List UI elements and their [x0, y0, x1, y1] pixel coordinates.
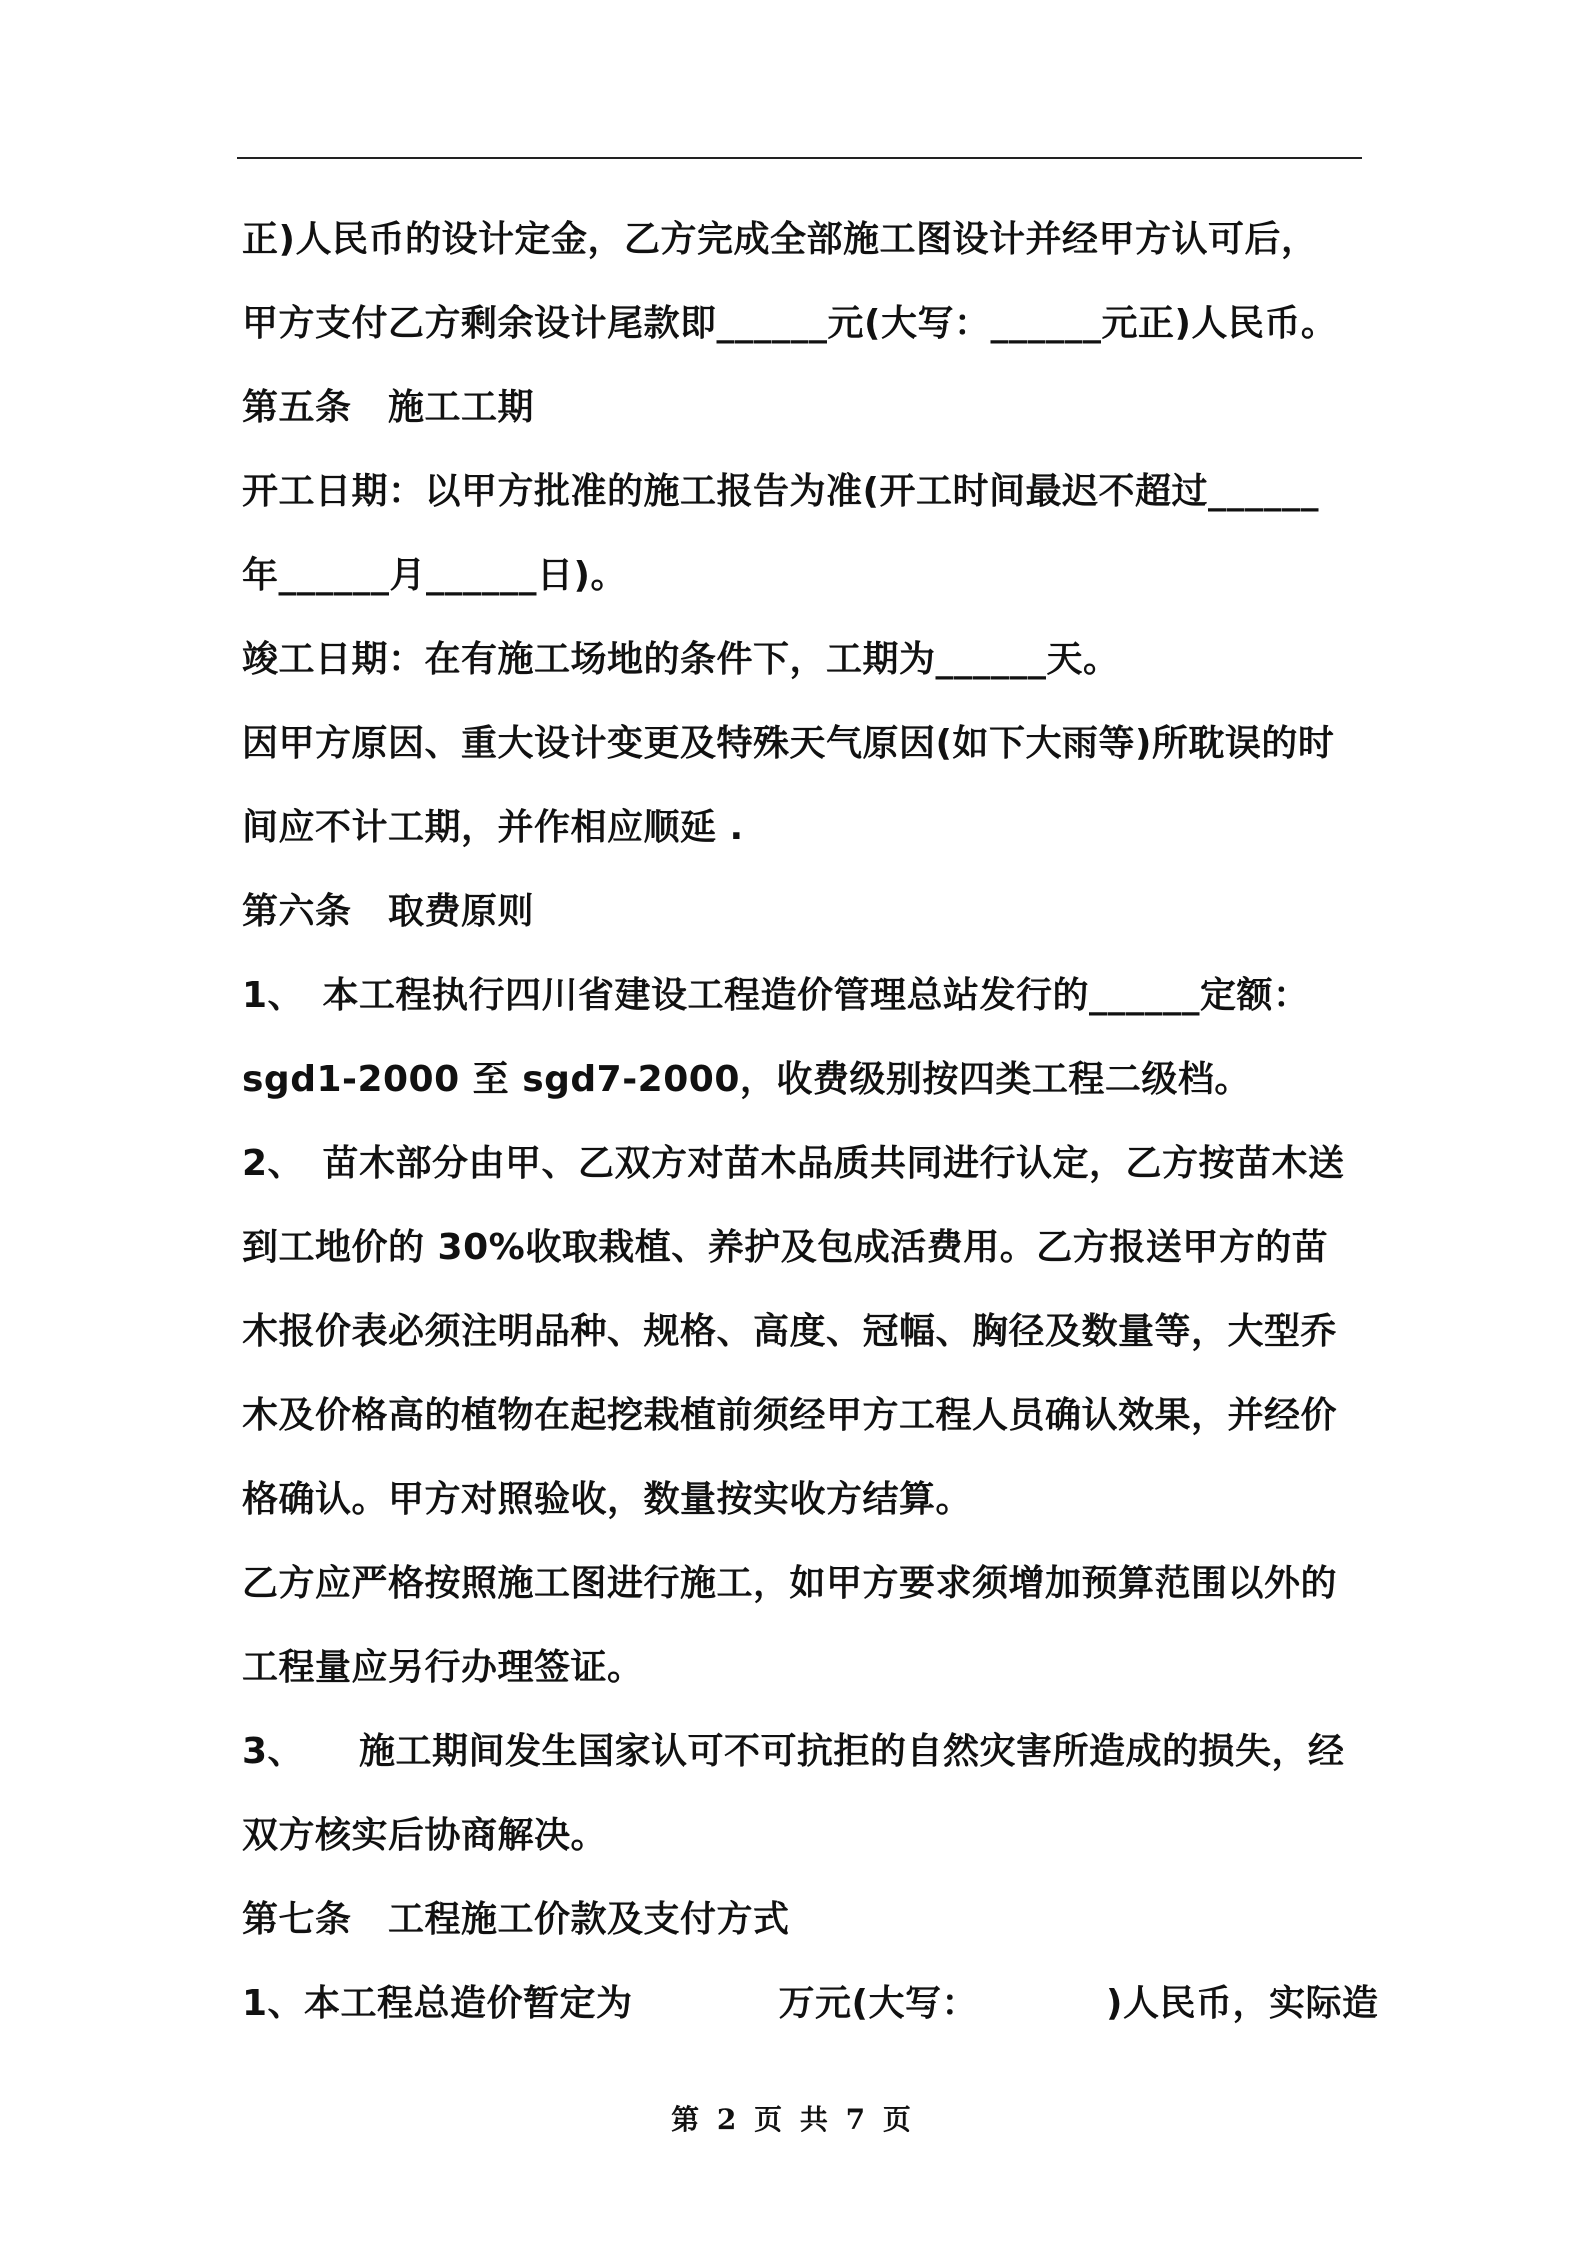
text-line: 1、本工程总造价暂定为 万元(大写： )人民币，实际造 [242, 1983, 1379, 2024]
text-line: 乙方应严格按照施工图进行施工，如甲方要求须增加预算范围以外的 [242, 1563, 1338, 1604]
text-line: 格确认。甲方对照验收，数量按实收方结算。 [242, 1479, 973, 1520]
article-heading: 第六条 取费原则 [242, 891, 535, 932]
header-rule [237, 157, 1362, 159]
article-heading: 第五条 施工工期 [242, 387, 535, 428]
text-line: 1、 本工程执行四川省建设工程造价管理总站发行的______定额： [242, 975, 1310, 1016]
text-line: 木报价表必须注明品种、规格、高度、冠幅、胸径及数量等，大型乔 [242, 1311, 1338, 1352]
text-line: 木及价格高的植物在起挖栽植前须经甲方工程人员确认效果，并经价 [242, 1395, 1338, 1436]
text-line: 年______月______日)。 [242, 555, 627, 596]
article-heading: 第七条 工程施工价款及支付方式 [242, 1899, 790, 1940]
text-line: 双方核实后协商解决。 [242, 1815, 608, 1856]
text-line: 间应不计工期，并作相应顺延 . [242, 807, 744, 848]
text-line: 竣工日期：在有施工场地的条件下，工期为______天。 [242, 639, 1120, 680]
text-line: 3、 施工期间发生国家认可不可抗拒的自然灾害所造成的损失，经 [242, 1731, 1345, 1772]
text-line: sgd1-2000 至 sgd7-2000，收费级别按四类工程二级档。 [242, 1059, 1251, 1100]
text-line: 到工地价的 30%收取栽植、养护及包成活费用。乙方报送甲方的苗 [242, 1227, 1329, 1268]
page-number-footer: 第 2 页 共 7 页 [671, 2103, 915, 2136]
text-line: 工程量应另行办理签证。 [242, 1647, 644, 1688]
text-line: 正)人民币的设计定金，乙方完成全部施工图设计并经甲方认可后， [242, 219, 1318, 260]
text-line: 甲方支付乙方剩余设计尾款即______元(大写：______元正)人民币。 [242, 303, 1338, 344]
contract-body [242, 198, 1379, 2046]
text-line: 因甲方原因、重大设计变更及特殊天气原因(如下大雨等)所耽误的时 [242, 723, 1335, 764]
text-line: 2、 苗木部分由甲、乙双方对苗木品质共同进行认定，乙方按苗木送 [242, 1143, 1345, 1184]
text-line: 开工日期：以甲方批准的施工报告为准(开工时间最迟不超过______ [242, 471, 1319, 512]
